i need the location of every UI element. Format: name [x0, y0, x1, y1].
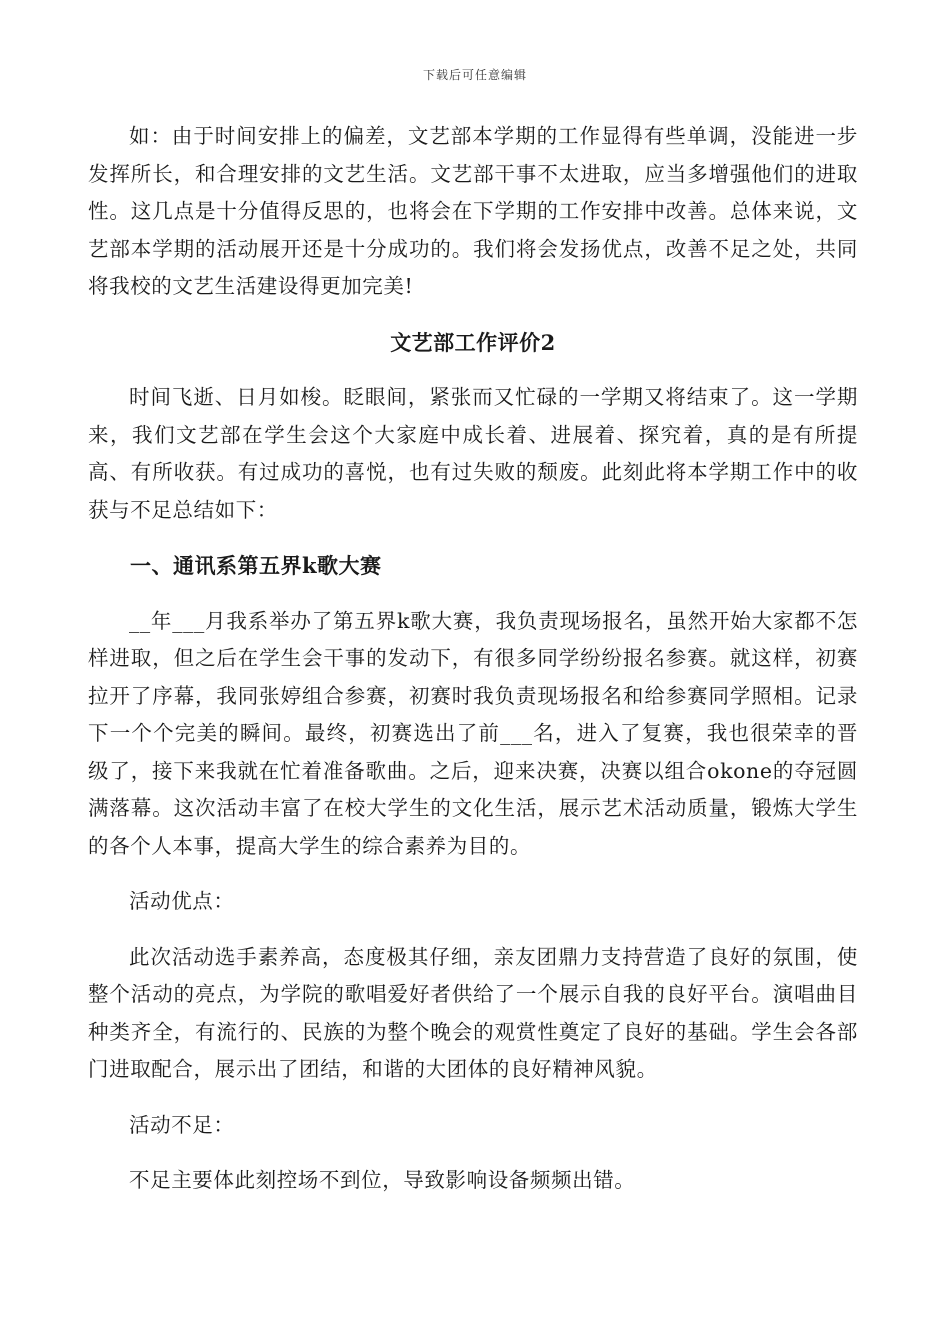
- paragraph-semester-summary: 时间飞逝、日月如梭。眨眼间，紧张而又忙碌的一学期又将结束了。这一学期来，我们文艺部在学生会这个大家庭中成长着、进展着、探究着，真的是有所提高、有所收获。有过成功的喜悦，也有过失败的颓废。此刻此将本学期工作中的收获与不足总结如下：: [88, 385, 858, 522]
- section-title: 文艺部工作评价2: [390, 329, 556, 355]
- label-activity-pros: 活动优点：: [129, 889, 235, 913]
- subheading-karaoke-contest: 一、通讯系第五界k歌大赛: [130, 553, 382, 578]
- paragraph-intro-reflection: 如：由于时间安排上的偏差，文艺部本学期的工作显得有些单调，没能进一步发挥所长，和合理安排的文艺生活。文艺部干事不太进取，应当多增强他们的进取性。这几点是十分值得反思的，也将会在下学期的工作安排中改善。总体来说，文艺部本学期的活动展开还是十分成功的。我们将会发扬优点，改善不足之处，共同将我校的文艺生活建设得更加完美!: [88, 124, 858, 298]
- paragraph-activity-pros: 此次活动选手素养高，态度极其仔细，亲友团鼎力支持营造了良好的氛围，使整个活动的亮点，为学院的歌唱爱好者供给了一个展示自我的良好平台。演唱曲目种类齐全，有流行的、民族的为整个晚会的观赏性奠定了良好的基础。学生会各部门进取配合，展示出了团结，和谐的大团体的良好精神风貌。: [88, 944, 858, 1081]
- header-note: 下载后可任意编辑: [422, 68, 527, 82]
- paragraph-contest-details: __年___月我系举办了第五界k歌大赛，我负责现场报名，虽然开始大家都不怎样进取，但之后在学生会干事的发动下，有很多同学纷纷报名参赛。就这样，初赛拉开了序幕，我同张婷组合参赛，初赛时我负责现场报名和给参赛同学照相。记录下一个个完美的瞬间。最终，初赛选出了前___名，进入了复赛，我也很荣幸的晋级了，接下来我就在忙着准备歌曲。之后，迎来决赛，决赛以组合okone的夺冠圆满落幕。这次活动丰富了在校大学生的文化生活，展示艺术活动质量，锻炼大学生的各个人本事，提高大学生的综合素养为目的。: [88, 608, 858, 858]
- document-body: [88, 118, 858, 1200]
- paragraph-activity-cons: 不足主要体此刻控场不到位，导致影响设备频频出错。: [129, 1168, 636, 1192]
- label-activity-cons: 活动不足：: [129, 1112, 235, 1137]
